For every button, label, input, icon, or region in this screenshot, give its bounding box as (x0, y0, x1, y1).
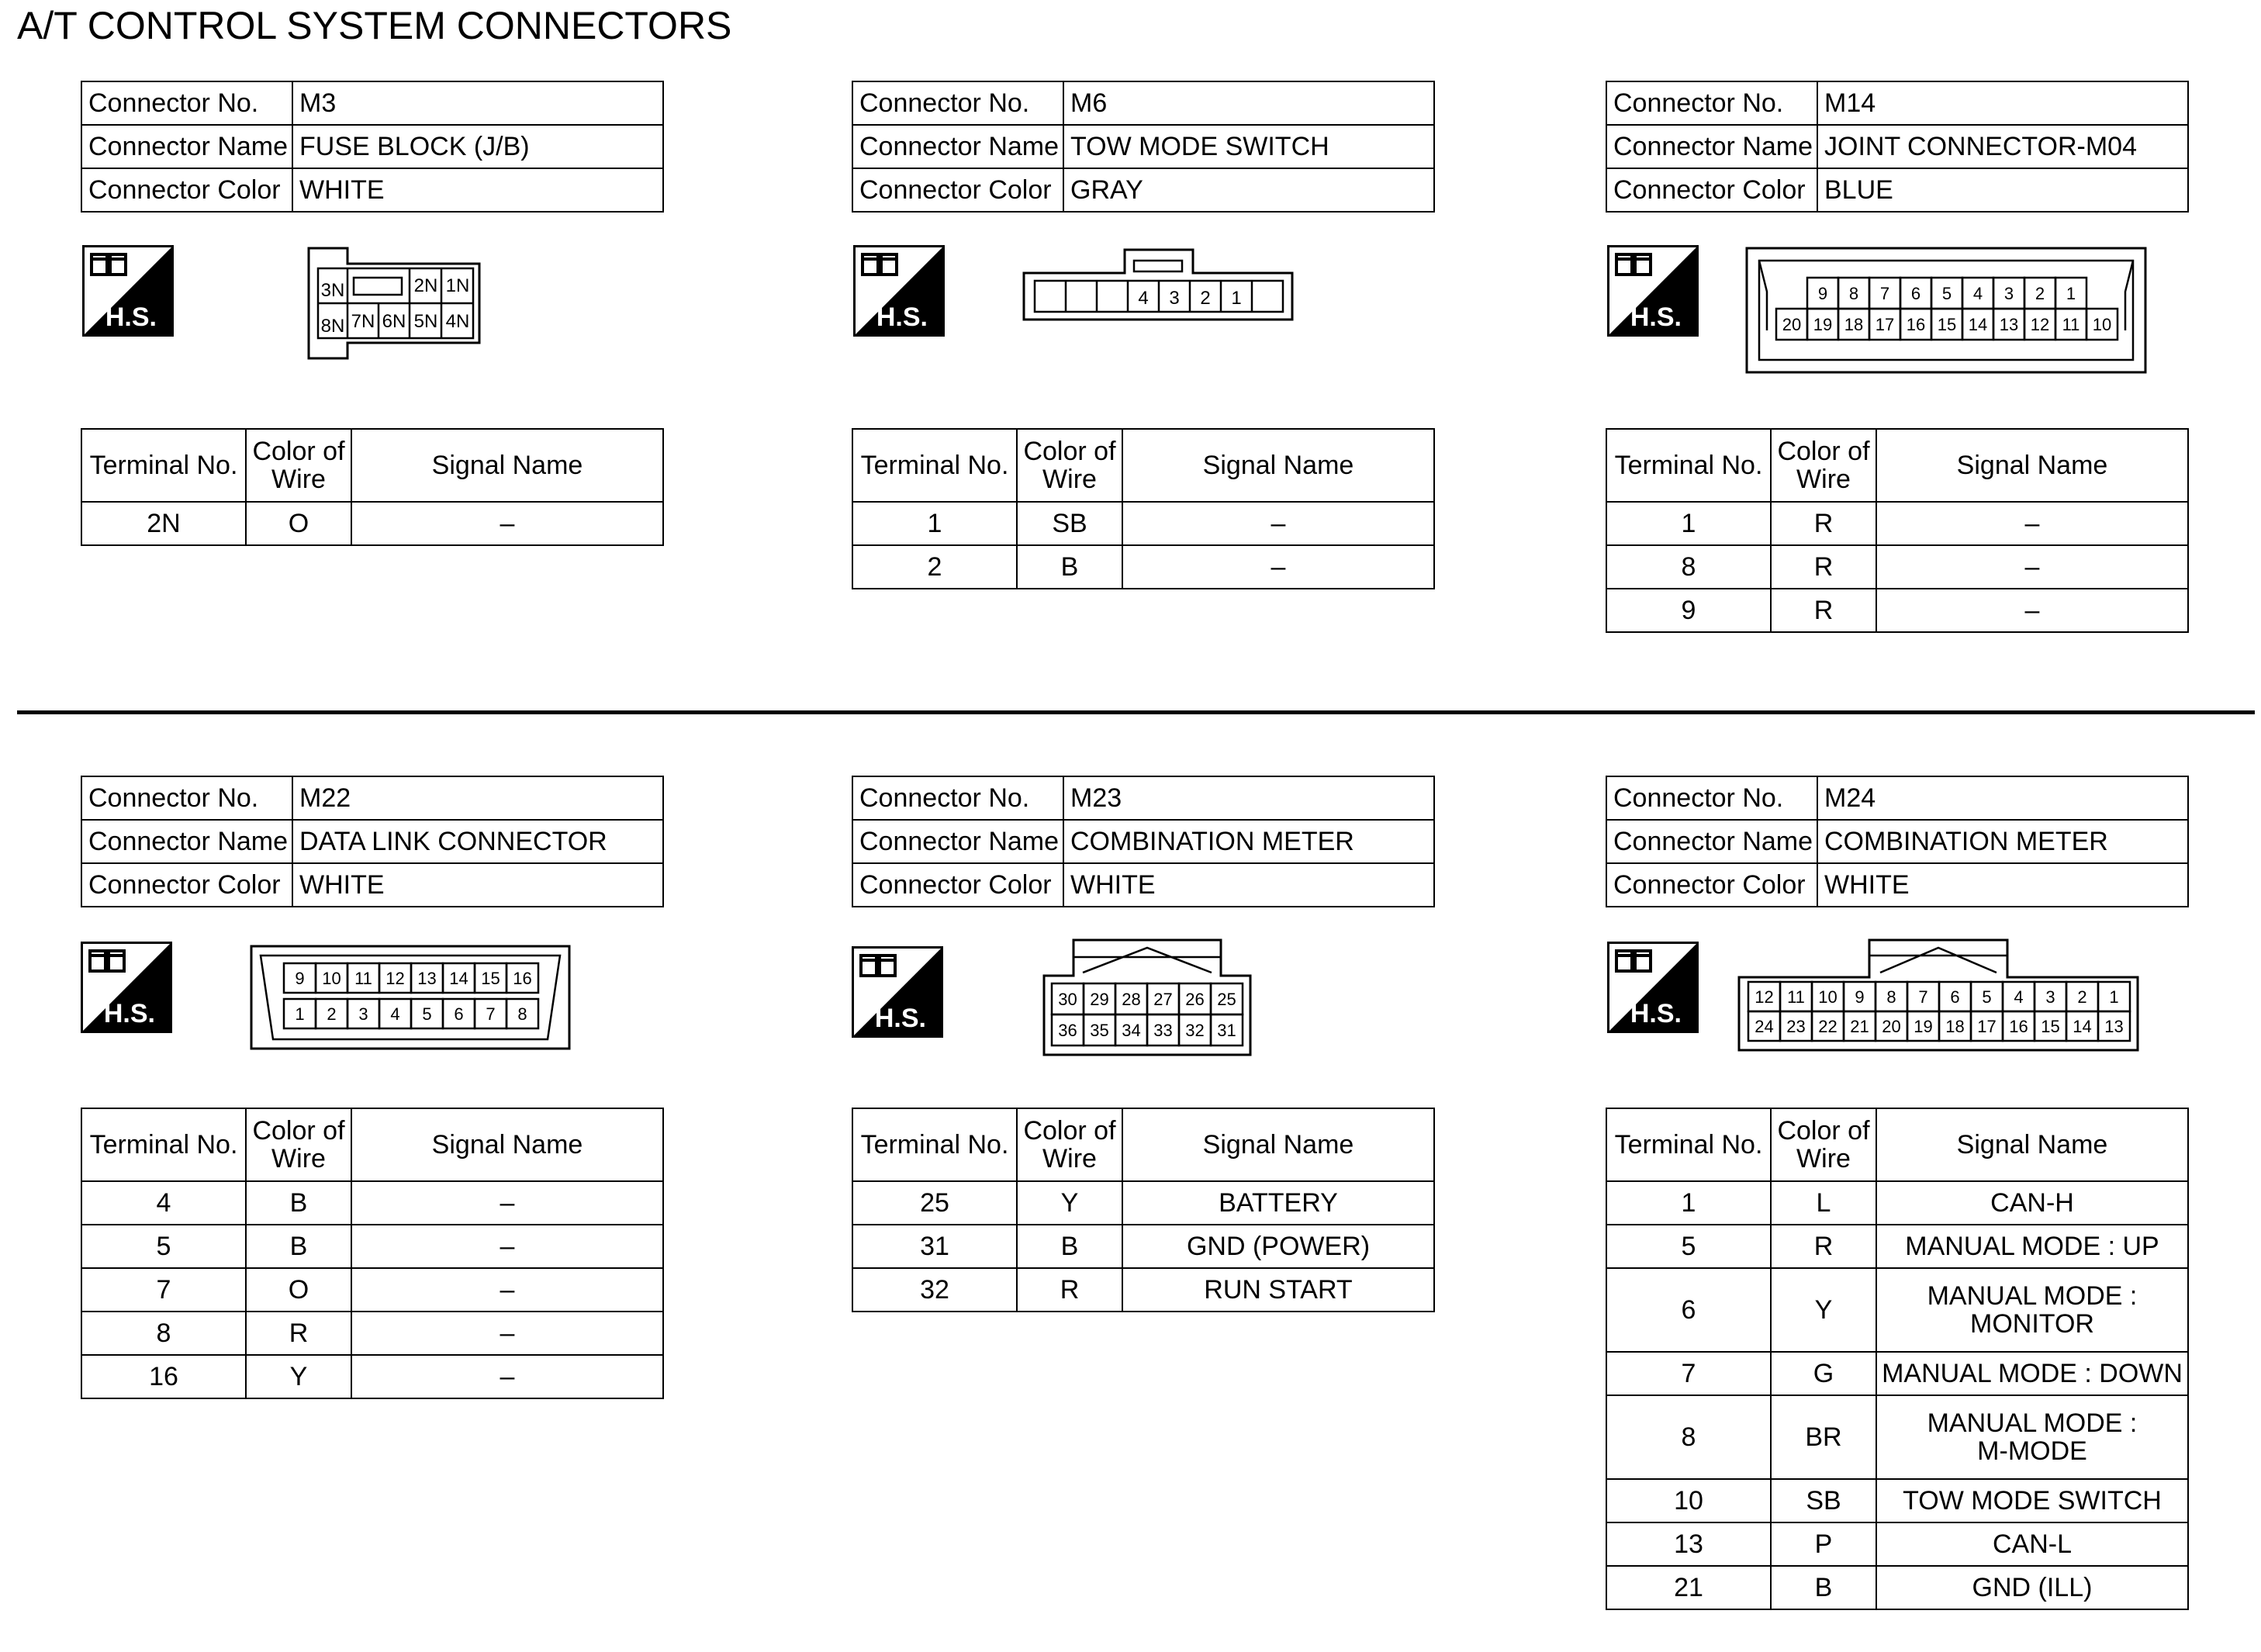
table-row: 13 P CAN-L (1606, 1522, 2188, 1566)
pin-number: 4 (2014, 987, 2024, 1007)
terminal-table (1606, 1108, 2189, 1610)
pin-number: 3 (2045, 987, 2055, 1007)
svg-text:H.S.: H.S. (1630, 302, 1682, 332)
connector-name-value: COMBINATION METER (1063, 820, 1434, 863)
col-color-of-wire: Color of Wire (246, 429, 351, 502)
connector-color-value: WHITE (1817, 863, 2188, 907)
label-connector-name: Connector Name (81, 820, 292, 863)
pin-3: 3 (1169, 288, 1180, 309)
label-connector-no: Connector No. (852, 81, 1063, 125)
pin-number: 9 (1855, 987, 1865, 1007)
terminal-table (852, 1108, 1435, 1312)
pin-number: 28 (1122, 989, 1141, 1009)
connector-no-value: M3 (292, 81, 663, 125)
pin-number: 26 (1185, 989, 1205, 1009)
col-signal-name: Signal Name (1122, 429, 1434, 502)
connector-header-table (81, 81, 664, 213)
connector-header-table (852, 776, 1435, 907)
connector-header-table (1606, 776, 2189, 907)
hs-symbol-icon (81, 942, 172, 1033)
pin-number: 27 (1153, 989, 1173, 1009)
table-row: 6 Y MANUAL MODE : MONITOR (1606, 1268, 2188, 1352)
table-row: 32 R RUN START (852, 1268, 1434, 1312)
pin-number: 30 (1058, 989, 1077, 1009)
svg-text:H.S.: H.S. (103, 999, 155, 1028)
connector-no-value: M23 (1063, 776, 1434, 820)
label-connector-no: Connector No. (1606, 776, 1817, 820)
pin-number: 4 (390, 1004, 400, 1024)
hs-label: H.S. (105, 302, 157, 332)
connector-block-m23 (852, 776, 1441, 1305)
table-row: 7 G MANUAL MODE : DOWN (1606, 1352, 2188, 1395)
terminal-table (81, 428, 664, 546)
connector-face-m22 (248, 943, 572, 1052)
pin-5n: 5N (413, 311, 438, 332)
label-connector-no: Connector No. (81, 776, 292, 820)
pin-number: 20 (1782, 314, 1802, 334)
label-connector-color: Connector Color (81, 168, 292, 212)
pin-number: 19 (1914, 1016, 1933, 1036)
col-terminal-no: Terminal No. (852, 429, 1017, 502)
pin-number: 12 (1755, 987, 1774, 1007)
pin-4n: 4N (445, 311, 470, 332)
pin-number: 17 (1875, 314, 1895, 334)
connector-face-m24 (1736, 935, 2141, 1055)
pin-7n: 7N (351, 311, 375, 332)
table-row: 7 O – (81, 1268, 663, 1312)
connector-color-value: WHITE (292, 863, 663, 907)
pin-number: 1 (2066, 283, 2076, 303)
connector-name-value: DATA LINK CONNECTOR (292, 820, 663, 863)
pin-number: 12 (385, 968, 405, 988)
connector-no-value: M24 (1817, 776, 2188, 820)
pin-number: 8 (1886, 987, 1896, 1007)
connector-color-value: WHITE (1063, 863, 1434, 907)
connector-face-m14 (1744, 245, 2149, 375)
pin-number: 10 (1818, 987, 1837, 1007)
connector-no-value: M6 (1063, 81, 1434, 125)
connector-face-m3 (306, 245, 484, 363)
pin-number: 16 (513, 968, 532, 988)
hs-symbol-icon (1607, 942, 1699, 1033)
pin-number: 18 (1945, 1016, 1965, 1036)
table-row: 2N O – (81, 502, 663, 545)
pin-number: 33 (1153, 1020, 1173, 1040)
connector-face-m23 (1041, 935, 1253, 1059)
col-signal-name: Signal Name (351, 1108, 663, 1181)
label-connector-color: Connector Color (852, 168, 1063, 212)
col-signal-name: Signal Name (351, 429, 663, 502)
terminal-table (1606, 428, 2189, 633)
connector-block-m6 (852, 81, 1441, 582)
pin-number: 21 (1850, 1016, 1869, 1036)
pin-1: 1 (1231, 288, 1242, 309)
pin-number: 34 (1122, 1020, 1141, 1040)
connector-block-m3 (81, 81, 670, 538)
pin-4: 4 (1138, 288, 1149, 309)
connector-color-value: GRAY (1063, 168, 1434, 212)
pin-number: 8 (517, 1004, 527, 1024)
pin-number: 31 (1217, 1020, 1236, 1040)
col-color-of-wire: Color of Wire (1771, 429, 1876, 502)
pin-number: 7 (1918, 987, 1928, 1007)
label-connector-name: Connector Name (1606, 820, 1817, 863)
pin-number: 5 (1982, 987, 1992, 1007)
label-connector-name: Connector Name (852, 820, 1063, 863)
terminal-table (81, 1108, 664, 1399)
pin-number: 3 (2003, 283, 2014, 303)
table-row: 8 R – (1606, 545, 2188, 589)
pin-number: 25 (1217, 989, 1236, 1009)
page-title: A/T CONTROL SYSTEM CONNECTORS (17, 4, 732, 47)
pin-number: 11 (354, 968, 372, 988)
col-terminal-no: Terminal No. (81, 429, 246, 502)
table-row: 1 L CAN-H (1606, 1181, 2188, 1225)
col-signal-name: Signal Name (1122, 1108, 1434, 1181)
table-row: 16 Y – (81, 1355, 663, 1398)
pin-1n: 1N (445, 275, 470, 296)
pin-number: 6 (1950, 987, 1960, 1007)
pin-2: 2 (1200, 288, 1211, 309)
table-row: 1 SB – (852, 502, 1434, 545)
label-connector-color: Connector Color (852, 863, 1063, 907)
col-color-of-wire: Color of Wire (246, 1108, 351, 1181)
table-row: 8 BR MANUAL MODE : M-MODE (1606, 1395, 2188, 1479)
pin-number: 16 (1906, 314, 1926, 334)
connector-name-value: JOINT CONNECTOR-M04 (1817, 125, 2188, 168)
pin-number: 5 (422, 1004, 432, 1024)
connector-name-value: TOW MODE SWITCH (1063, 125, 1434, 168)
connector-name-value: COMBINATION METER (1817, 820, 2188, 863)
pin-number: 6 (1910, 283, 1921, 303)
table-row: 31 B GND (POWER) (852, 1225, 1434, 1268)
col-color-of-wire: Color of Wire (1017, 429, 1122, 502)
connector-block-m24 (1606, 776, 2195, 1602)
pin-number: 32 (1185, 1020, 1205, 1040)
pin-number: 2 (2077, 987, 2087, 1007)
label-connector-no: Connector No. (1606, 81, 1817, 125)
pin-number: 13 (1999, 314, 2019, 334)
label-connector-color: Connector Color (81, 863, 292, 907)
pin-number: 18 (1844, 314, 1864, 334)
table-row: 25 Y BATTERY (852, 1181, 1434, 1225)
pin-number: 15 (2041, 1016, 2060, 1036)
connector-name-value: FUSE BLOCK (J/B) (292, 125, 663, 168)
label-connector-color: Connector Color (1606, 168, 1817, 212)
connector-face-m6 (1021, 245, 1295, 324)
col-terminal-no: Terminal No. (852, 1108, 1017, 1181)
pin-number: 17 (1977, 1016, 1997, 1036)
pin-number: 1 (295, 1004, 305, 1024)
table-row: 10 SB TOW MODE SWITCH (1606, 1479, 2188, 1522)
col-signal-name: Signal Name (1876, 429, 2188, 502)
table-row: 9 R – (1606, 589, 2188, 632)
pin-number: 8 (1848, 283, 1859, 303)
label-connector-color: Connector Color (1606, 863, 1817, 907)
connector-block-m14 (1606, 81, 2195, 625)
pin-number: 9 (295, 968, 305, 988)
connector-no-value: M22 (292, 776, 663, 820)
pin-number: 13 (417, 968, 437, 988)
pin-number: 7 (1879, 283, 1890, 303)
pin-number: 14 (1968, 314, 1988, 334)
connector-header-table (81, 776, 664, 907)
pin-2n: 2N (413, 275, 438, 296)
pin-number: 11 (1787, 987, 1805, 1007)
col-color-of-wire: Color of Wire (1017, 1108, 1122, 1181)
pin-6n: 6N (382, 311, 406, 332)
connector-block-m22 (81, 776, 670, 1391)
connector-no-value: M14 (1817, 81, 2188, 125)
pin-number: 4 (1972, 283, 1983, 303)
pin-number: 36 (1058, 1020, 1077, 1040)
hs-symbol-icon (852, 946, 943, 1038)
pin-number: 13 (2104, 1016, 2124, 1036)
pin-number: 24 (1755, 1016, 1774, 1036)
pin-number: 14 (2073, 1016, 2092, 1036)
pin-number: 3 (358, 1004, 368, 1024)
pin-number: 22 (1818, 1016, 1837, 1036)
pin-number: 5 (1941, 283, 1952, 303)
svg-text:H.S.: H.S. (874, 1004, 926, 1033)
connector-color-value: BLUE (1817, 168, 2188, 212)
connector-color-value: WHITE (292, 168, 663, 212)
table-row: 5 R MANUAL MODE : UP (1606, 1225, 2188, 1268)
label-connector-name: Connector Name (852, 125, 1063, 168)
table-row: 5 B – (81, 1225, 663, 1268)
pin-number: 6 (454, 1004, 464, 1024)
pin-number: 14 (449, 968, 468, 988)
col-color-of-wire: Color of Wire (1771, 1108, 1876, 1181)
pin-3n: 3N (320, 280, 345, 301)
pin-number: 9 (1817, 283, 1828, 303)
pin-number: 16 (2009, 1016, 2028, 1036)
col-terminal-no: Terminal No. (1606, 429, 1771, 502)
table-row: 21 B GND (ILL) (1606, 1566, 2188, 1609)
pin-number: 10 (322, 968, 341, 988)
pin-number: 19 (1813, 314, 1833, 334)
connector-header-table (852, 81, 1435, 213)
pin-number: 20 (1882, 1016, 1901, 1036)
pin-number: 1 (2109, 987, 2119, 1007)
pin-number: 10 (2092, 314, 2112, 334)
label-connector-name: Connector Name (81, 125, 292, 168)
section-divider (17, 710, 2255, 714)
pin-number: 15 (481, 968, 500, 988)
col-terminal-no: Terminal No. (1606, 1108, 1771, 1181)
col-signal-name: Signal Name (1876, 1108, 2188, 1181)
pin-number: 11 (2062, 314, 2080, 334)
pin-number: 35 (1090, 1020, 1109, 1040)
col-terminal-no: Terminal No. (81, 1108, 246, 1181)
hs-symbol-icon (1607, 245, 1699, 337)
label-connector-no: Connector No. (81, 81, 292, 125)
table-row: 2 B – (852, 545, 1434, 589)
pin-number: 29 (1090, 989, 1109, 1009)
svg-text:H.S.: H.S. (876, 302, 928, 332)
pin-number: 2 (327, 1004, 337, 1024)
svg-text:H.S.: H.S. (1630, 999, 1682, 1028)
hs-symbol-icon (853, 245, 945, 337)
pin-number: 12 (2030, 314, 2050, 334)
terminal-table (852, 428, 1435, 589)
label-connector-no: Connector No. (852, 776, 1063, 820)
pin-number: 23 (1786, 1016, 1806, 1036)
table-row: 4 B – (81, 1181, 663, 1225)
pin-8n: 8N (320, 316, 345, 337)
pin-number: 7 (486, 1004, 496, 1024)
pin-number: 2 (2035, 283, 2045, 303)
label-connector-name: Connector Name (1606, 125, 1817, 168)
connector-header-table (1606, 81, 2189, 213)
table-row: 1 R – (1606, 502, 2188, 545)
pin-number: 15 (1937, 314, 1957, 334)
hs-symbol-icon (82, 245, 174, 337)
table-row: 8 R – (81, 1312, 663, 1355)
